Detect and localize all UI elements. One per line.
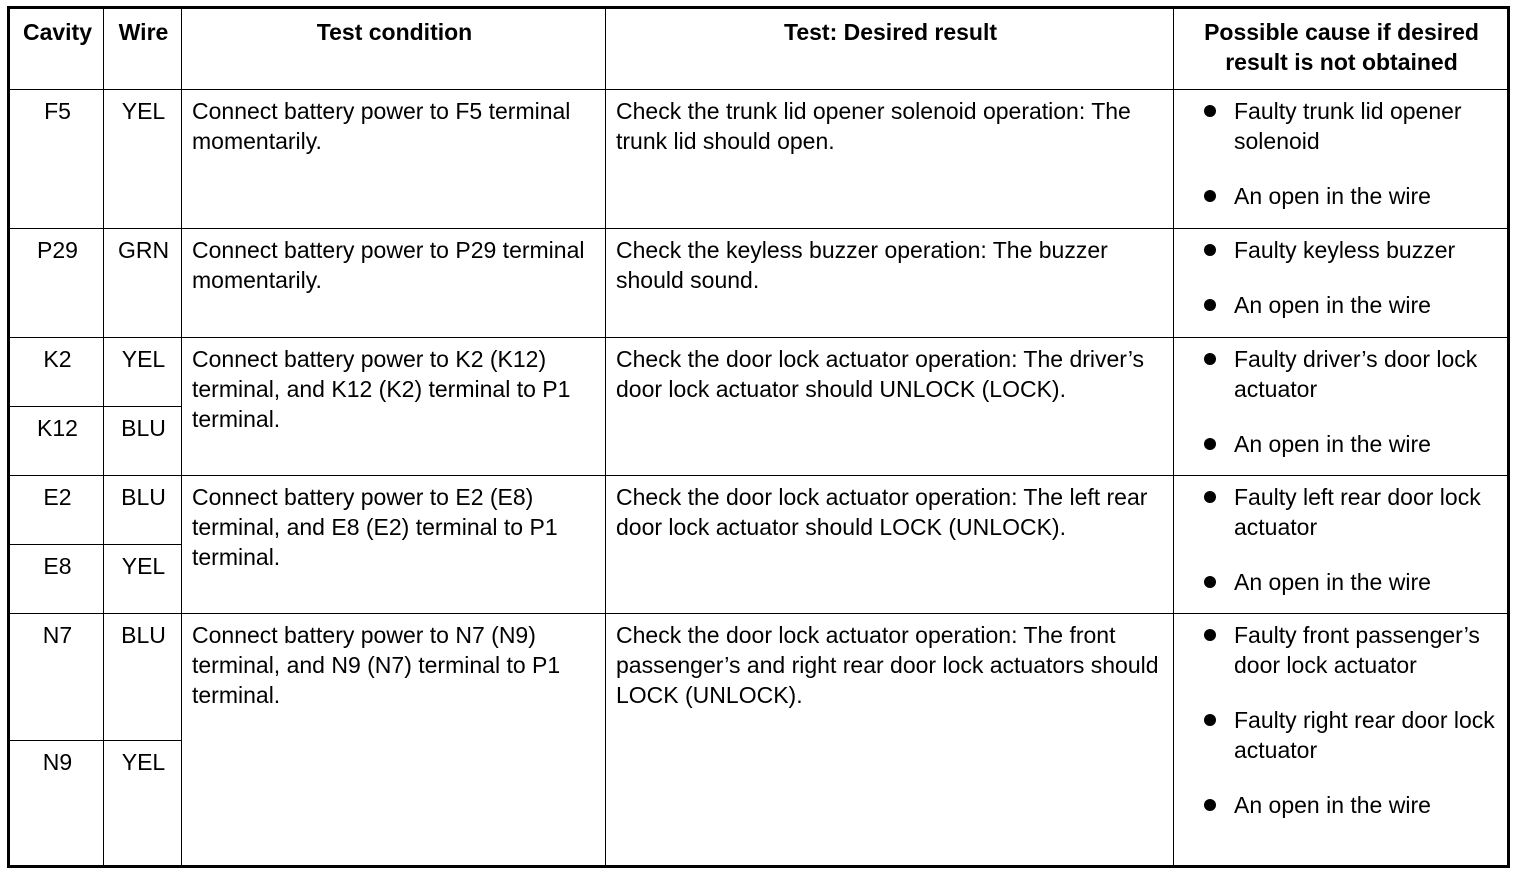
cause-item: Faulty trunk lid opener solenoid (1184, 96, 1499, 156)
cause-cell (1174, 614, 1509, 867)
bullet-icon (1204, 244, 1216, 256)
cause-list (1184, 482, 1499, 597)
bullet-icon (1204, 105, 1216, 117)
header-possible-cause: Possible cause if desired result is not obtained (1174, 8, 1509, 90)
cause-item: Faulty driver’s door lock actuator (1184, 344, 1499, 404)
wire-cell: BLU (104, 614, 182, 741)
table-row (9, 229, 1509, 338)
header-wire: Wire (104, 8, 182, 90)
result-cell: Check the door lock actuator operation: The driver’s door lock actuator should UNLOCK (LOCK). (606, 338, 1174, 476)
cause-cell (1174, 338, 1509, 476)
cause-cell (1174, 229, 1509, 338)
wire-cell: BLU (104, 476, 182, 545)
condition-cell: Connect battery power to E2 (E8) terminal, and E8 (E2) terminal to P1 terminal. (182, 476, 606, 614)
cause-cell (1174, 476, 1509, 614)
cause-list (1184, 620, 1499, 820)
cavity-cell: K2 (9, 338, 104, 407)
cause-cell (1174, 90, 1509, 229)
header-cavity: Cavity (9, 8, 104, 90)
wire-cell: BLU (104, 407, 182, 476)
cause-item: Faulty keyless buzzer (1184, 235, 1499, 265)
cavity-cell: P29 (9, 229, 104, 338)
cavity-cell: N9 (9, 741, 104, 867)
bullet-icon (1204, 576, 1216, 588)
condition-cell: Connect battery power to P29 terminal momentarily. (182, 229, 606, 338)
cause-item: An open in the wire (1184, 790, 1499, 820)
table-row (9, 476, 1509, 545)
cavity-cell: K12 (9, 407, 104, 476)
cause-item: An open in the wire (1184, 429, 1499, 459)
result-cell: Check the keyless buzzer operation: The buzzer should sound. (606, 229, 1174, 338)
bullet-icon (1204, 299, 1216, 311)
wire-cell: GRN (104, 229, 182, 338)
cause-list (1184, 96, 1499, 211)
bullet-icon (1204, 629, 1216, 641)
condition-cell: Connect battery power to F5 terminal momentarily. (182, 90, 606, 229)
cavity-cell: N7 (9, 614, 104, 741)
cause-item: Faulty right rear door lock actuator (1184, 705, 1499, 765)
wire-cell: YEL (104, 90, 182, 229)
cause-item: An open in the wire (1184, 567, 1499, 597)
cavity-cell: E8 (9, 545, 104, 614)
cavity-cell: E2 (9, 476, 104, 545)
wire-cell: YEL (104, 545, 182, 614)
result-cell: Check the door lock actuator operation: The front passenger’s and right rear door lock actuators should LOCK (UNLOCK). (606, 614, 1174, 867)
bullet-icon (1204, 714, 1216, 726)
header-desired-result: Test: Desired result (606, 8, 1174, 90)
header-test-condition: Test condition (182, 8, 606, 90)
result-cell: Check the trunk lid opener solenoid operation: The trunk lid should open. (606, 90, 1174, 229)
bullet-icon (1204, 491, 1216, 503)
table-row (9, 338, 1509, 407)
cause-list (1184, 344, 1499, 459)
header-row (9, 8, 1509, 90)
cause-item: Faulty left rear door lock actuator (1184, 482, 1499, 542)
bullet-icon (1204, 353, 1216, 365)
bullet-icon (1204, 438, 1216, 450)
bullet-icon (1204, 190, 1216, 202)
condition-cell: Connect battery power to N7 (N9) terminal, and N9 (N7) terminal to P1 terminal. (182, 614, 606, 867)
table-row (9, 614, 1509, 741)
cavity-cell: F5 (9, 90, 104, 229)
cause-item: Faulty front passenger’s door lock actuator (1184, 620, 1499, 680)
cause-item: An open in the wire (1184, 181, 1499, 211)
bullet-icon (1204, 799, 1216, 811)
test-table (7, 6, 1510, 868)
wire-cell: YEL (104, 741, 182, 867)
cause-list (1184, 235, 1499, 320)
result-cell: Check the door lock actuator operation: The left rear door lock actuator should LOCK (UNLOCK). (606, 476, 1174, 614)
wire-cell: YEL (104, 338, 182, 407)
cause-item: An open in the wire (1184, 290, 1499, 320)
table-row (9, 90, 1509, 229)
condition-cell: Connect battery power to K2 (K12) terminal, and K12 (K2) terminal to P1 terminal. (182, 338, 606, 476)
